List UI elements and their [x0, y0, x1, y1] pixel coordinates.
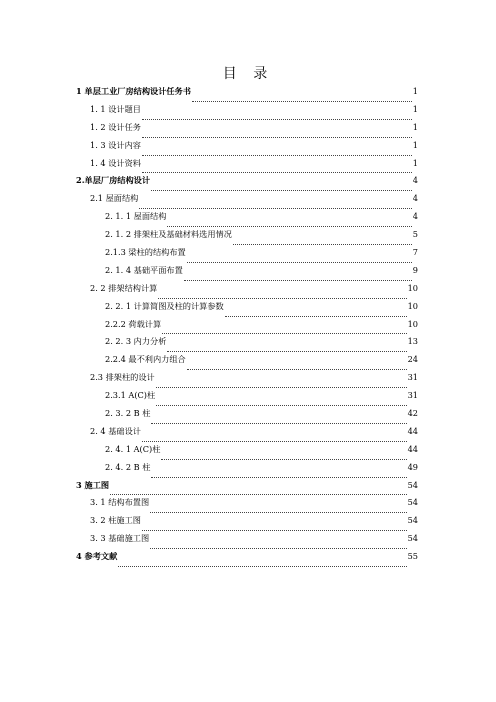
toc-entry[interactable]: [76, 372, 418, 390]
toc-entry[interactable]: [76, 158, 418, 176]
toc-entry[interactable]: [76, 301, 418, 319]
toc-entry-label: 2.1.3 梁柱的结构布置: [105, 247, 186, 258]
toc-leader-dots: [142, 137, 412, 138]
toc-entry[interactable]: [76, 551, 418, 569]
toc-leader-dots: [110, 494, 406, 495]
toc-leader-dots: [118, 566, 406, 567]
toc-leader-dots: [142, 172, 412, 173]
toc-leader-dots: [158, 298, 406, 299]
toc-leader-dots: [150, 548, 406, 549]
toc-leader-dots: [142, 530, 407, 531]
toc-leader-dots: [151, 423, 406, 424]
toc-leader-dots: [150, 512, 406, 513]
toc-entry[interactable]: [76, 336, 418, 354]
toc-entry-page-number: 44: [407, 443, 418, 454]
toc-entry-label: 1. 3 设计内容: [90, 139, 141, 150]
toc-entry[interactable]: [76, 354, 418, 372]
toc-entry-page-number: 10: [407, 300, 418, 311]
toc-entry[interactable]: [76, 175, 418, 193]
toc-entry-label: 3. 2 柱施工图: [90, 515, 141, 526]
toc-entry[interactable]: [76, 211, 418, 229]
toc-entry[interactable]: [76, 462, 418, 480]
toc-entry-page-number: 1: [412, 139, 418, 150]
toc-entry[interactable]: [76, 283, 418, 301]
toc-entry-label: 3 施工图: [76, 479, 110, 490]
toc-entry-page-number: 4: [412, 193, 418, 204]
toc-entry[interactable]: [76, 104, 418, 122]
toc-leader-dots: [192, 101, 412, 102]
toc-entry-page-number: 31: [407, 372, 418, 383]
toc-entry[interactable]: [76, 193, 418, 211]
toc-leader-dots: [151, 477, 406, 478]
toc-entry-label: 2.2.2 荷载计算: [105, 318, 162, 329]
toc-entry-page-number: 49: [407, 461, 418, 472]
toc-entry-label: 3. 3 基础施工图: [90, 533, 150, 544]
toc-entry-label: 1. 4 设计资料: [90, 157, 141, 168]
toc-entry[interactable]: [76, 319, 418, 337]
toc-entry-page-number: 13: [407, 336, 418, 347]
toc-entry[interactable]: [76, 497, 418, 515]
toc-entry[interactable]: [76, 122, 418, 140]
toc-entry-label: 2.3 排架柱的设计: [90, 372, 155, 383]
toc-entry[interactable]: [76, 408, 418, 426]
toc-entry-label: 3. 1 结构布置图: [90, 497, 150, 508]
toc-leader-dots: [151, 190, 412, 191]
toc-entry-label: 2. 1. 4 基础平面布置: [105, 264, 183, 275]
toc-entry-label: 2. 4. 1 A(C)柱: [105, 443, 161, 454]
toc-leader-dots: [142, 155, 412, 156]
toc-entry[interactable]: [76, 426, 418, 444]
toc-entry[interactable]: [76, 444, 418, 462]
toc-entry-label: 2.单层厂房结构设计: [76, 175, 151, 186]
toc-entry-page-number: 10: [407, 318, 418, 329]
toc-title: 目 录: [222, 66, 274, 82]
toc-entry[interactable]: [76, 515, 418, 533]
toc-entry-label: 2. 2. 1 计算简图及柱的计算参数: [105, 300, 224, 311]
toc-entry[interactable]: [76, 265, 418, 283]
toc-leader-dots: [139, 208, 411, 209]
toc-leader-dots: [161, 459, 406, 460]
toc-entry-label: 2.3.1 A(C)柱: [105, 390, 156, 401]
toc-entry-page-number: 1: [412, 157, 418, 168]
toc-leader-dots: [142, 119, 412, 120]
toc-entry-page-number: 42: [407, 408, 418, 419]
toc-leader-dots: [167, 226, 411, 227]
toc-entry-label: 2.2.4 最不利内力组合: [105, 354, 186, 365]
toc-entry[interactable]: [76, 390, 418, 408]
toc-entry-page-number: 5: [412, 229, 418, 240]
toc-entry-page-number: 55: [407, 551, 418, 562]
toc-entry-label: 4 参考文献: [76, 551, 118, 562]
toc-leader-dots: [156, 405, 406, 406]
toc-entry-page-number: 31: [407, 390, 418, 401]
toc-entry-page-number: 1: [412, 86, 418, 96]
toc-entry-page-number: 1: [412, 121, 418, 132]
toc-leader-dots: [233, 244, 412, 245]
toc-entry-page-number: 24: [407, 354, 418, 365]
table-of-contents: [76, 86, 418, 569]
toc-leader-dots: [162, 333, 406, 334]
toc-entry-label: 2. 2 排架结构计算: [90, 282, 158, 293]
toc-entry-label: 2.1 屋面结构: [90, 193, 139, 204]
toc-entry-page-number: 4: [412, 211, 418, 222]
toc-entry[interactable]: [76, 533, 418, 551]
toc-entry-page-number: 4: [412, 175, 418, 186]
toc-entry-page-number: 9: [412, 264, 418, 275]
toc-leader-dots: [187, 369, 407, 370]
toc-entry-page-number: 54: [407, 533, 418, 544]
toc-entry-page-number: 54: [407, 479, 418, 490]
toc-entry-page-number: 54: [407, 497, 418, 508]
toc-entry-page-number: 7: [412, 247, 418, 258]
toc-entry[interactable]: [76, 140, 418, 158]
toc-entry-label: 2. 2. 3 内力分析: [105, 336, 167, 347]
toc-entry-page-number: 1: [412, 103, 418, 114]
toc-entry-label: 1. 2 设计任务: [90, 121, 141, 132]
toc-entry-label: 2. 4 基础设计: [90, 425, 141, 436]
toc-leader-dots: [167, 351, 406, 352]
toc-leader-dots: [187, 262, 412, 263]
toc-leader-dots: [142, 441, 407, 442]
toc-leader-dots: [156, 387, 407, 388]
toc-entry-label: 1 单层工业厂房结构设计任务书: [76, 86, 191, 96]
toc-entry-label: 2. 1. 1 屋面结构: [105, 211, 167, 222]
toc-entry[interactable]: [76, 247, 418, 265]
toc-entry-label: 2. 3. 2 B 柱: [105, 408, 151, 419]
toc-entry-page-number: 10: [407, 282, 418, 293]
toc-entry-label: 2. 4. 2 B 柱: [105, 461, 151, 472]
toc-leader-dots: [225, 316, 407, 317]
toc-entry-label: 1. 1 设计题目: [90, 103, 141, 114]
toc-entry-page-number: 44: [407, 425, 418, 436]
toc-entry-label: 2. 1. 2 排架柱及基础材料选用情况: [105, 229, 232, 240]
toc-leader-dots: [184, 280, 412, 281]
toc-entry[interactable]: [76, 86, 418, 104]
toc-entry[interactable]: [76, 480, 418, 498]
toc-entry[interactable]: [76, 229, 418, 247]
toc-entry-page-number: 54: [407, 515, 418, 526]
